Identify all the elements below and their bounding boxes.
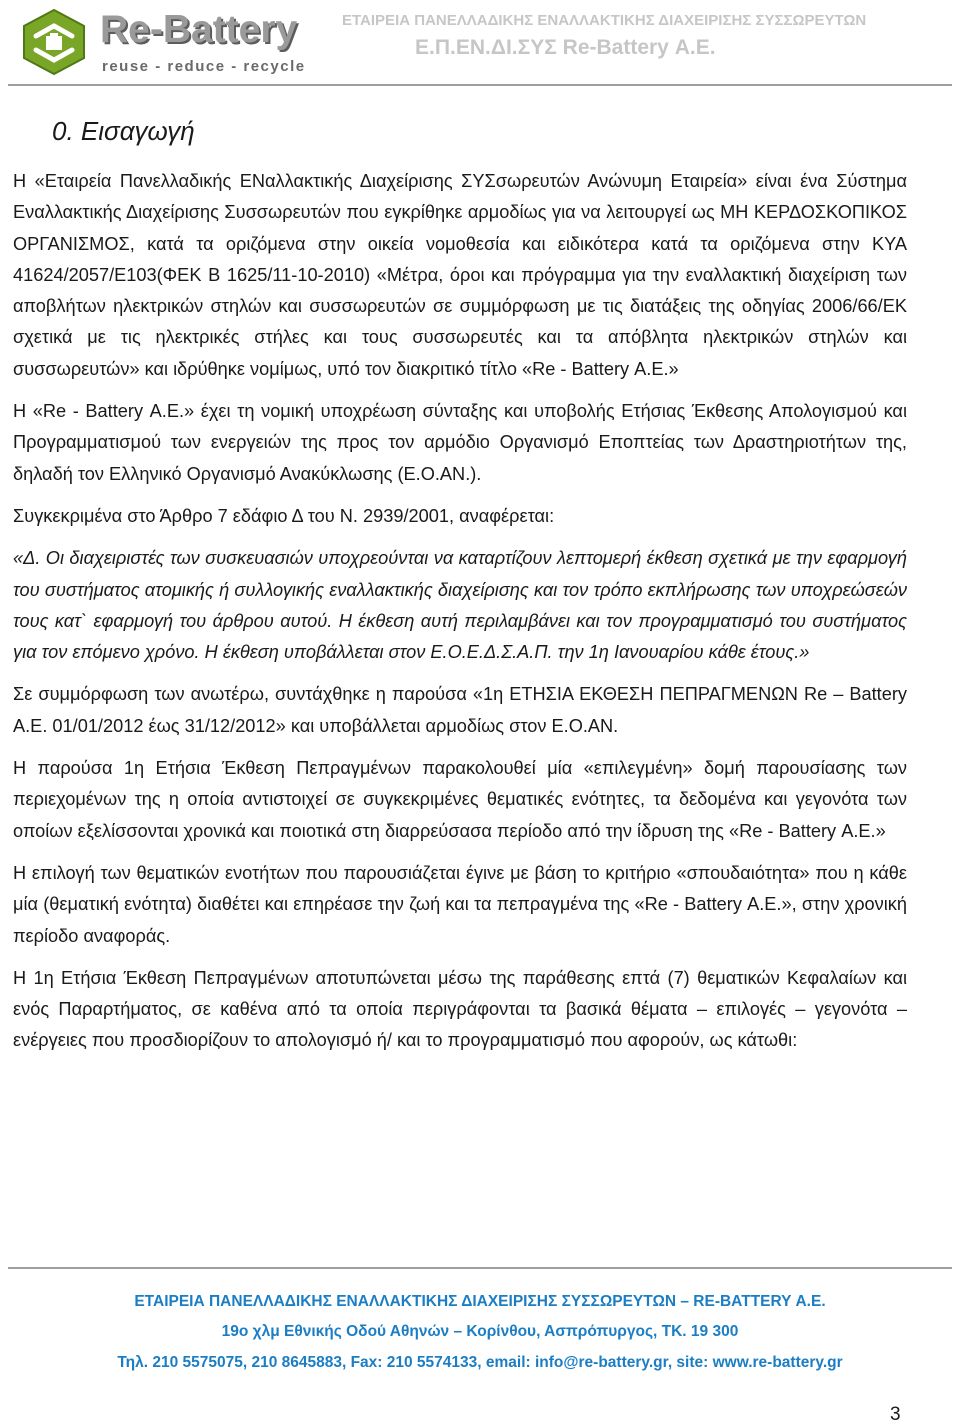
paragraph: Η «Εταιρεία Πανελλαδικής ΕΝαλλακτικής Διαχείρισης ΣΥΣσωρευτών Ανώνυμη Εταιρεία» είναι ένα Σύστημα Εναλλακτικής Διαχείρισης Συσσωρευτών που εγκρίθηκε αρμοδίως για να λειτουργεί ως ΜΗ ΚΕΡΔΟΣΚΟΠΙΚΟΣ ΟΡΓΑΝΙΣΜΟΣ, κατά τα οριζόμενα στην οικεία νομοθεσία και ειδικότερα κατά τα οριζόμενα στην ΚΥΑ 41624/2057/Ε103(ΦΕΚ Β 1625/11-10-2010) «Μέτρα, όροι και πρόγραμμα για την εναλλακτική διαχείριση των αποβλήτων ηλεκτρικών στηλών και συσσωρευτών σε συμμόρφωση με τις διατάξεις της οδηγίας 2006/66/ΕΚ σχετικά με τις ηλεκτρικές στήλες και τους συσσωρευτές και τα απόβλητα ηλεκτρικών στηλών και συσσωρευτών» και ιδρύθηκε νομίμως, υπό τον διακριτικό τίτλο «Re - Battery Α.Ε.» xyxy=(13,171,907,379)
footer-address: 19ο χλμ Εθνικής Οδού Αθηνών – Κορίνθου, Ασπρόπυργος, ΤΚ. 19 300 xyxy=(221,1323,739,1340)
paragraph: Σε συμμόρφωση των ανωτέρω, συντάχθηκε η παρούσα «1η ΕΤΗΣΙΑ ΕΚΘΕΣΗ ΠΕΠΡΑΓΜΕΝΩΝ Re – Battery Α.Ε. 01/01/2012 έως 31/12/2012» και υποβάλλεται αρμοδίως στον Ε.Ο.ΑΝ. xyxy=(13,684,907,736)
logo-tagline: reuse - reduce - recycle xyxy=(102,58,306,75)
recycle-battery-icon xyxy=(14,6,94,78)
logo-title: Re-Battery xyxy=(100,8,298,51)
quoted-law-paragraph: «Δ. Οι διαχειριστές των συσκευασιών υποχρεούνται να καταρτίζουν λεπτομερή έκθεση σχετικά με την εφαρμογή του συστήματος ατομικής ή συλλογικής εναλλακτικής διαχείρισης και τον τρόπο εκπλήρωσης των υποχρεώσεών τους κατ` εφαρμογή του άρθρου αυτού. Η έκθεση αυτή περιλαμβάνει και τον προγραμματισμό του συστήματος για τον επόμενο χρόνο. Η έκθεση υποβάλλεται στον Ε.Ο.Ε.Δ.Σ.Α.Π. την 1η Ιανουαρίου κάθε έτους.» xyxy=(13,548,907,663)
footer-divider xyxy=(8,1267,952,1269)
footer-company: ΕΤΑΙΡΕΙΑ ΠΑΝΕΛΛΑΔΙΚΗΣ ΕΝΑΛΛΑΚΤΙΚΗΣ ΔΙΑΧΕΙΡΙΣΗΣ ΣΥΣΣΩΡΕΥΤΩΝ – RE-BATTERY Α.Ε. xyxy=(134,1293,826,1310)
header-company-short: Ε.Π.ΕΝ.ΔΙ.ΣΥΣ Re-Battery Α.Ε. xyxy=(415,36,716,59)
paragraph: Η παρούσα 1η Ετήσια Έκθεση Πεπραγμένων παρακολουθεί μία «επιλεγμένη» δομή παρουσίασης των περιεχομένων της η οποία αντιστοιχεί σε συγκεκριμένες θεματικές ενότητες, τα δεδομένα και γεγονότα των οποίων εξελίσσονται χρονικά και ποιοτικά στη διαρρεύσασα περίοδο από την ίδρυση της «Re - Battery Α.Ε.» xyxy=(13,758,907,841)
paragraph: Συγκεκριμένα στο Άρθρο 7 εδάφιο Δ του Ν. 2939/2001, αναφέρεται: xyxy=(13,505,555,526)
header-divider xyxy=(8,84,952,86)
footer-contact: Τηλ. 210 5575075, 210 8645883, Fax: 210 5574133, email: info@re-battery.gr, site: www.re-battery.gr xyxy=(117,1354,843,1371)
page-number: 3 xyxy=(890,1404,901,1425)
company-logo xyxy=(14,6,314,76)
paragraph: Η 1η Ετήσια Έκθεση Πεπραγμένων αποτυπώνεται μέσω της παράθεσης επτά (7) θεματικών Κεφαλαίων και ενός Παραρτήματος, σε καθένα από τα οποία περιγράφονται τα βασικά θέματα – επιλογές – γεγονότα – ενέργειες που προσδιορίζουν το απολογισμό ή/ και το προγραμματισμό που αφορούν, ως κάτωθι: xyxy=(13,967,907,1051)
document-body xyxy=(13,166,907,1068)
paragraph: Η επιλογή των θεματικών ενοτήτων που παρουσιάζεται έγινε με βάση το κριτήριο «σπουδαιότητα» που η κάθε μία (θεματική ενότητα) διαθέτει και επηρέασε την ζωή και τα πεπραγμένα της «Re - Battery Α.Ε.», στην χρονική περίοδο αναφοράς. xyxy=(13,862,907,946)
header-company-full: ΕΤΑΙΡΕΙΑ ΠΑΝΕΛΛΑΔΙΚΗΣ ΕΝΑΛΛΑΚΤΙΚΗΣ ΔΙΑΧΕΙΡΙΣΗΣ ΣΥΣΣΩΡΕΥΤΩΝ xyxy=(342,12,867,29)
paragraph: Η «Re - Battery Α.Ε.» έχει τη νομική υποχρέωση σύνταξης και υποβολής Ετήσιας Έκθεσης Απολογισμού και Προγραμματισμού των ενεργειών της προς τον αρμόδιο Οργανισμό Εποπτείας των Δραστηριοτήτων της, δηλαδή τον Ελληνικό Οργανισμό Ανακύκλωσης (Ε.Ο.ΑΝ.). xyxy=(13,401,907,484)
section-heading: 0. Εισαγωγή xyxy=(52,116,195,146)
